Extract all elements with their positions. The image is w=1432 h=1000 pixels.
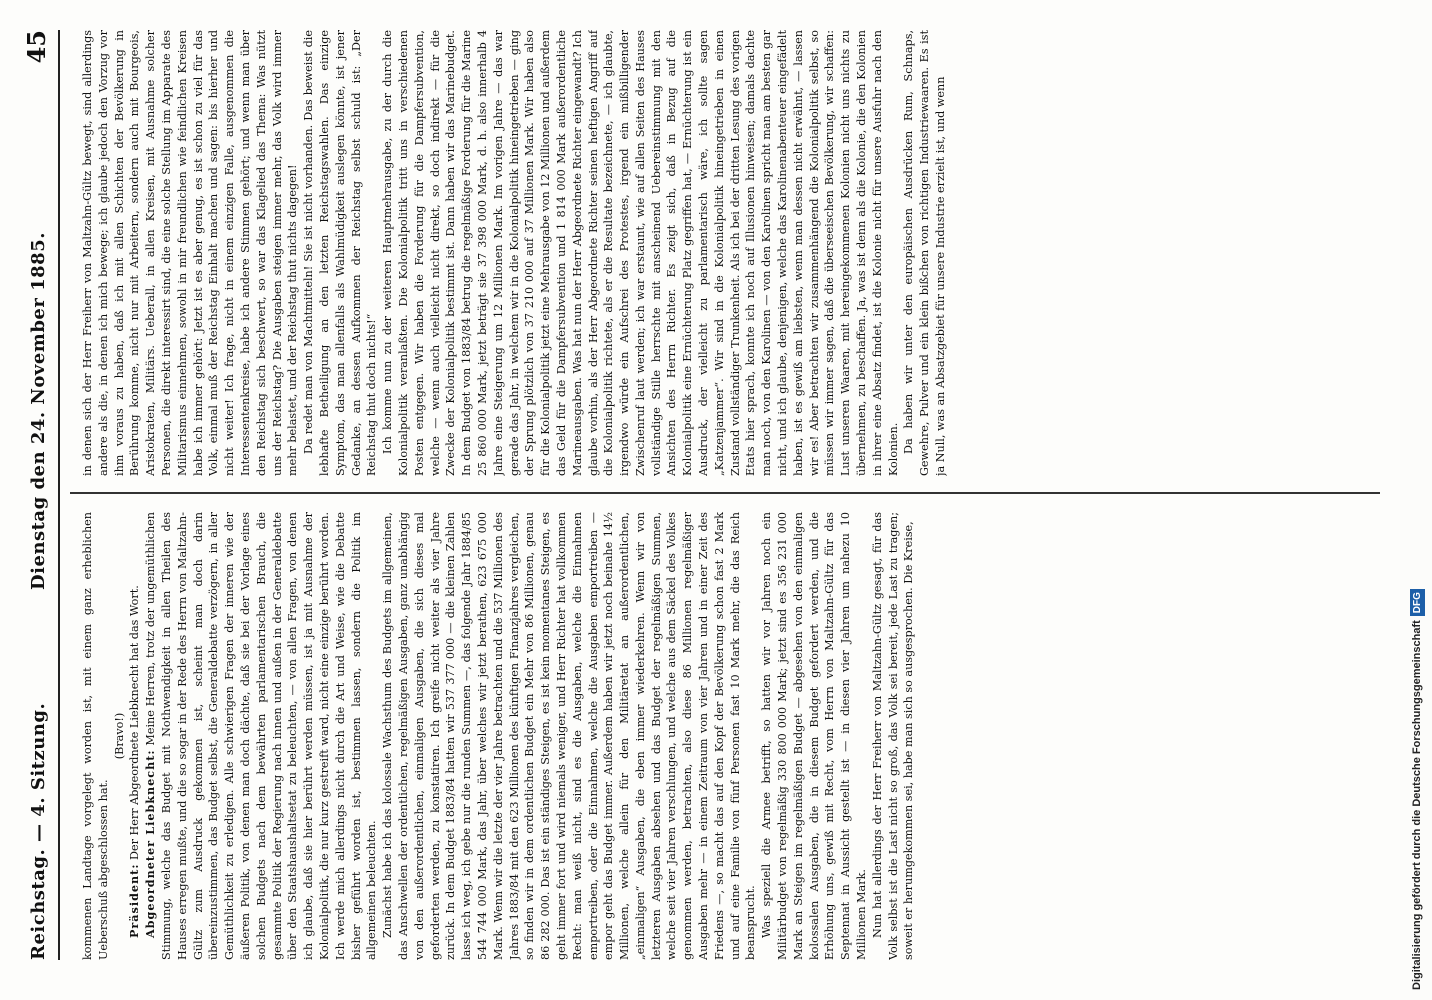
column-divider <box>70 493 1380 495</box>
paragraph: Nun hat allerdings der Herr Freiherr von Maltzahn-Gültz gesagt, für das Volk selbst ist die Last nicht so groß, das Volk sei bereit, jede Last zu tragen; soweit er herumgekommen sei, habe man sich so ausgesprochen. Die Kreise, <box>870 512 916 960</box>
funding-credit <box>1408 10 1426 990</box>
page-number: 45 <box>22 30 51 64</box>
header-session: Reichstag. — 4. Sitzung. <box>28 702 49 960</box>
funding-credit-strip <box>1402 0 1432 1000</box>
paragraph: in denen sich der Herr Freiherr von Maltzahn-Gültz bewegt, sind allerdings andere als die, in denen ich mich bewege; ich glaube jedoch den Vorzug vor ihm voraus zu haben, daß ich mit allen Schichten der Bevölkerung in Berührung komme, nicht nur mit Arbeitern, sondern auch mit Bourgeois, Aristokraten, Militärs. Ueberall, in allen Kreisen, mit Ausnahme solcher Personen, die direkt interessirt sind, die eine solche Stellung im Apparate des Militarismus einnehmen, sowohl in mir freundlichen wie feindlichen Kreisen habe ich immer gehört: Jetzt ist es aber genug, es ist schon zu viel für das Volk, einmal muß der Reichstag Einhalt machen und sagen: bis hierher und nicht weiter! Ich frage, nicht in einem einzigen Falle, ausgenommen die Interessentenkreise, habe ich andere Stimmen gehört; und wenn man über den Reichstag sich beschwert, so war das Klagelied das Thema: Was nützt uns der Reichstag? Die Ausgaben steigen immer mehr, das Volk wird immer mehr belastet, und der Reichstag thut nichts dagegen! <box>81 30 300 476</box>
paragraph: Was speziell die Armee betrifft, so hatten wir vor Jahren noch ein Militärbudget von regelmäßig 330 800 000 Mark; jetzt sind es 356 231 000 Mark an Steigen im regelmäßigen Budget — abgesehen von den einmaligen kolossalen Ausgaben, die in diesem Budget gefordert werden, und die Erhöhung uns, gewiß mit Recht, vom Herrn von Maltzahn-Gültz für das Septennat in Aussicht gestellt ist — in diesen vier Jahren um nahezu 10 Millionen Mark. <box>760 512 869 960</box>
paragraph: Zunächst habe ich das kolossale Wachsthum des Budgets im allgemeinen, das Anschwellen der ordentlichen, regelmäßigen Ausgaben, ganz unabhängig von den außerordentlichen, einmaligen Ausgaben, die sich dieses mal geforderten werden, zu konstatiren. Ich greife nicht weiter als vier Jahre zurück. In dem Budget 1883/84 hatten wir 537 377 000 — die kleinen Zahlen lasse ich weg, ich gebe nur die runden Summen —, das folgende Jahr 1884/85 544 744 000 Mark, das Jahr, über welches wir jetzt berathen, 623 675 000 Mark. Wenn wir die letzte der vier Jahre betrachten und die 537 Millionen des Jahres 1883/84 mit den 623 Millionen des künftigen Finanzjahres vergleichen, so finden wir in dem ordentlichen Budget ein Mehr von 86 Millionen, genau 86 282 000. Das ist ein ständiges Steigen, es ist kein momentanes Steigen, es geht immer fort und wird niemals weniger, und Herr Richter hat vollkommen Recht: man weiß nicht, sind es die Ausgaben, welche die Einnahmen emportreiben, oder die Einnahmen, welche die Ausgaben emportreiben — empor geht das Budget immer. Außerdem haben wir jetzt noch beinahe 14½ Millionen, welche allein für den Militäretat an außerordentlichen, „einmaligen“ Ausgaben, die eben immer wiederkehren. Wenn wir von letzteren Ausgaben absehen und das Budget der regelmäßigen Summen, welche seit vier Jahren verschlungen, und welche aus dem Säckel des Volkes genommen werden, betrachten, also diese 86 Millionen regelmäßiger Ausgaben mehr — in einem Zeitraum von vier Jahren und in einer Zeit des Friedens —, so macht das auf den Kopf der Bevölkerung schon fast 2 Mark und auf eine Familie von fünf Personen fast 10 Mark mehr, die das Reich beansprucht. <box>381 512 758 960</box>
funding-credit-text: Digitalisierung gefördert durch die Deutsche Forschungsgemeinschaft <box>1411 620 1423 990</box>
speech-text: Der Herr Abgeordnete Liebknecht hat das Wort. <box>128 585 142 860</box>
interjection: (Bravo!) <box>112 712 126 760</box>
paragraph: kommenen Landtage vorgelegt worden ist, mit einem ganz erheblichen Ueberschuß abgeschlossen hat. <box>81 512 110 960</box>
speaker-name: Präsident: <box>127 863 142 938</box>
speaker-name: Abgeordneter Liebknecht: <box>143 749 158 938</box>
text-column-right <box>80 30 1370 476</box>
paragraph: Ich komme nun zu der weiteren Hauptmehrausgabe, zu der durch die Kolonialpolitik veranlaßten. Die Kolonialpolitik tritt uns in verschiedenen Posten entgegen. Wir haben die Forderung für die Dampfersubvention, welche — wenn auch vielleicht nicht direkt, so doch indirekt — für die Zwecke der Kolonialpolitik bestimmt ist. Dann haben wir das Marinebudget. In dem Budget von 1883/84 betrug die regelmäßige Forderung für die Marine 25 860 000 Mark, jetzt beträgt sie 37 398 000 Mark, d. h. also innerhalb 4 Jahre eine Steigerung um 12 Millionen Mark. Im vorigen Jahre — das war gerade das Jahr, in welchem wir in die Kolonialpolitik hineingetrieben — ging der Sprung plötzlich von 37 210 000 auf 37 Millionen Mark. Wir haben also für die Kolonialpolitik jetzt eine Mehrausgabe von 12 Millionen und außerdem das Geld für die Dampfersubvention und 1 814 000 Mark außerordentliche Marineausgaben. Was hat nun der Herr Abgeordnete Richter eingewandt? Ich glaube vorhin, als der Herr Abgeordnete Richter seinen heftigen Angriff auf die Kolonialpolitik richtete, als er die Resultate bezeichnete, — ich glaubte, irgendwo würde ein Aufschrei des Protestes, irgend ein mißbilligender Zwischenruf laut werden; ich war erstaunt, wie auf allen Seiten des Hauses vollständige Stille herrschte mit anscheinend Uebereinstimmung mit den Ansichten des Herrn Richter. Es zeigt sich, daß in Bezug auf die Kolonialpolitik eine Ernüchterung Platz gegriffen hat, — Ernüchterung ist ein Ausdruck, der vielleicht zu parlamentarisch wäre, ich sollte sagen „Katzenjammer“. Wir sind in die Kolonialpolitik hineingetrieben in einen Zustand vollständiger Trunkenheit. Als ich bei der dritten Lesung des vorigen Etats hier sprach, konnte ich noch auf Illusionen hinweisen; damals dachte man noch, von den Karolinen — von den Karolinen spricht man am besten gar nicht, und ich glaube, denjenigen, welche das Karolinenabenteuer eingefädelt haben, ist es gewiß am liebsten, wenn man dessen nicht erwähnt, — lassen wir es! Aber betrachten wir zusammenhängend die Kolonialpolitik selbst, so müssen wir immer sagen, daß die überseeischen Bevölkerung, wir schaffen: Lust unseren Waaren, mit hereingekommenen Kolonien nicht uns nichts zu übernehmen, zu beschaffen. Ja, was ist denn als die Kolonie, die den Kolonien in ihrer eine Absatz findet, ist die Kolonie nicht für unsere Ausfuhr nach den Kolonien. <box>381 30 900 476</box>
text-column-left <box>80 512 1370 960</box>
paragraph <box>127 512 143 960</box>
speech-text: Meine Herren, trotz der ungemüthlichen Stimmung, welche das Budget mit Nothwendigkeit in allen Theilen des Hauses erregen mußte, und die so sogar in der Rede des Herrn von Maltzahn-Gültz zum Ausdruck gekommen ist, scheint man doch darin übereinzustimmen, das Budget selbst, die Generaldebatte verzögern, in aller Gemüthlichkeit zu erledigen. Alle schwierigen Fragen der inneren wie der äußeren Politik, von denen man doch dächte, daß sie bei der Vorlage eines solchen Budgets nach dem bewährten parlamentarischen Brauch, die gesammte Politik der Regierung nach innen und außen in der Generaldebatte über den Staatshaushaltsetat zu beleuchten, — von allen Fragen, von denen ich glaube, daß sie hier berührt werden müssen, ist ja mit Ausnahme der Kolonialpolitik, die nur kurz gestreift ward, nicht eine einzige berührt worden. Ich werde mich allerdings nicht durch die Art und Weise, wie die Debatte bisher geführt worden ist, bestimmen lassen, sondern die Politik im allgemeinen beleuchten. <box>144 512 379 960</box>
paragraph: Da redet man von Machtmitteln! Sie ist nicht vorhanden. Das beweist die lebhafte Betheiligung an den letzten Reichstagswahlen. Das einzige Symptom, das man allenfalls als Wahlmüdigkeit auslegen könnte, ist jener Gedanke, an dessen Aufkommen der Reichstag selbst schuld ist: „Der Reichstag thut doch nichts!“ <box>302 30 379 476</box>
header-rule <box>58 30 60 960</box>
paragraph <box>143 512 380 960</box>
header-date: Dienstag den 24. November 1885. <box>28 232 49 590</box>
running-header <box>20 30 70 960</box>
dfg-logo: DFG <box>1410 589 1425 616</box>
paragraph: Da haben wir unter den europäischen Ausdrücken Rum, Schnaps, Gewehre, Pulver und ein klein bißchen von richtigen Industriewaaren. Es ist ja Null, was an Absatzgebiet für unsere Industrie erzielt ist, und wenn <box>902 30 948 476</box>
